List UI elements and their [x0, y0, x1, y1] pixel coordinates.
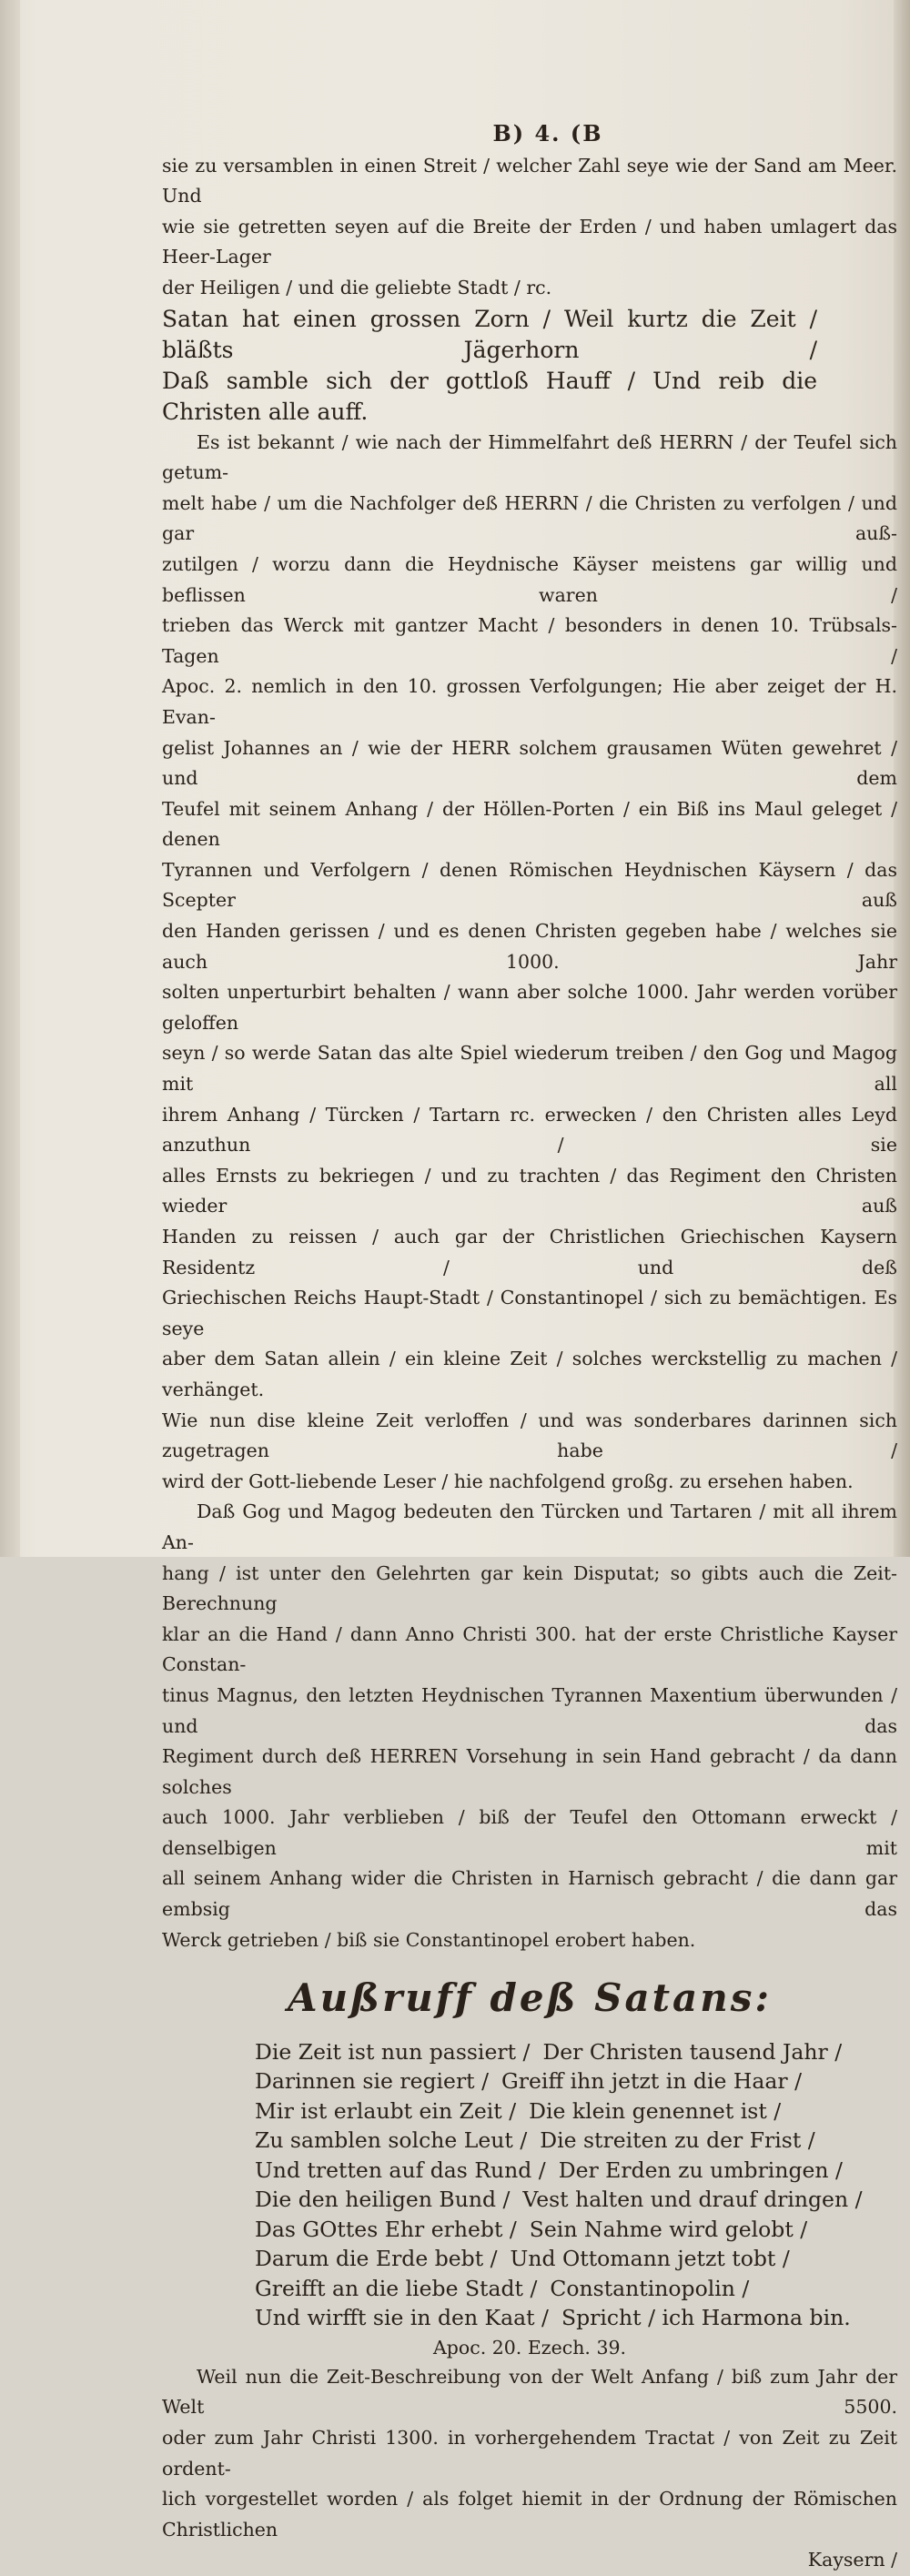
poem-line — [255, 2096, 782, 2126]
poem-half: Die Zeit ist nun passiert / — [255, 2038, 531, 2065]
catchword: Kaysern / — [807, 2549, 897, 2571]
text-line: all seinem Anhang wider die Christen in Harnisch gebracht / die dann gar embsig das — [162, 1867, 897, 1921]
poem-half: Die klein genennet ist / — [529, 2097, 782, 2124]
poem-line — [255, 2215, 808, 2245]
text-line: hang / ist unter den Gelehrten gar kein Disputat; so gibts auch die Zeit-Berechnung — [162, 1561, 897, 1615]
poem-line — [255, 2156, 843, 2186]
paragraph-3 — [162, 1497, 897, 1955]
poem-half: Und Ottomann jetzt tobt / — [510, 2246, 790, 2272]
poem-half: Greifft an die liebe Stadt / — [255, 2275, 538, 2301]
text-line: Tyrannen und Verfolgern / denen Römischen Heydnischen Käysern / das Scepter auß — [162, 858, 897, 912]
text-line: seyn / so werde Satan das alte Spiel wiederum treiben / den Gog und Magog mit all — [162, 1042, 897, 1096]
text-line: Teufel mit seinem Anhang / der Höllen-Porten / ein Biß ins Maul geleget / denen — [162, 797, 897, 851]
text-line: Es ist bekannt / wie nach der Himmelfahrt deß HERRN / der Teufel sich getum- — [162, 430, 897, 484]
text-line: melt habe / um die Nachfolger deß HERRN / die Christen zu verfolgen / und gar auß- — [162, 491, 897, 545]
poem — [255, 2037, 863, 2333]
text-line: Griechischen Reichs Haupt-Stadt / Constantinopel / sich zu bemächtigen. Es seye — [162, 1287, 897, 1339]
text-line: der Heiligen / und die geliebte Stadt / rc. — [162, 276, 552, 298]
poem-line — [255, 2244, 790, 2274]
text-line: tinus Magnus, den letzten Heydnischen Tyrannen Maxentium überwunden / und das — [162, 1683, 897, 1737]
text-line: lich vorgestellet worden / als folget hiemit in der Ordnung der Römischen Christlichen — [162, 2488, 897, 2541]
poem-line — [255, 2037, 843, 2067]
text-line: klar an die Hand / dann Anno Christi 300. hat der erste Christliche Kayser Constan- — [162, 1622, 897, 1676]
text-line: Daß Gog und Magog bedeuten den Türcken und Tartaren / mit all ihrem An- — [162, 1500, 897, 1553]
text-line: Handen zu reissen / auch gar der Christlichen Griechischen Kaysern Residentz / und deß — [162, 1226, 897, 1278]
text-line: Apoc. 2. nemlich in den 10. grossen Verfolgungen; Hie aber zeiget der H. Evan- — [162, 675, 897, 728]
poem-half: Constantinopolin / — [550, 2275, 750, 2301]
poem-line — [255, 2303, 851, 2333]
paragraph-1 — [162, 151, 897, 304]
poem-half: Die den heiligen Bund / — [255, 2187, 511, 2213]
verse-line: Satan hat einen grossen Zorn / Weil kurtz die Zeit / bläßts Jägerhorn / — [162, 305, 817, 363]
text-line: sie zu versamblen in einen Streit / welcher Zahl seye wie der Sand am Meer. Und — [162, 154, 897, 207]
poem-half: Und wirfft sie in den Kaat / — [255, 2305, 549, 2331]
paragraph-4 — [162, 2362, 897, 2576]
text-line: trieben das Werck mit gantzer Macht / besonders in denen 10. Trübsals-Tagen / — [162, 614, 897, 667]
text-line: Werck getrieben / biß sie Constantinopel erobert haben. — [162, 1928, 696, 1951]
text-line: gelist Johannes an / wie der HERR solchem grausamen Wüten gewehret / und dem — [162, 736, 897, 790]
poem-line — [255, 2066, 802, 2096]
text-line: zutilgen / worzu dann die Heydnische Käyser meistens gar willig und beflissen waren / — [162, 552, 897, 606]
poem-line — [255, 2126, 815, 2156]
verse-line: Daß samble sich der gottloß Hauff / Und reib die Christen alle auff. — [162, 367, 817, 425]
text-line: wie sie getretten seyen auf die Breite der Erden / und haben umlagert das Heer-Lager — [162, 215, 897, 268]
scripture-reference: Apoc. 20. Ezech. 39. — [432, 2336, 627, 2359]
text-line: ihrem Anhang / Türcken / Tartarn rc. erwecken / den Christen alles Leyd anzuthun / sie — [162, 1103, 897, 1157]
poem-half: Der Christen tausend Jahr / — [542, 2038, 843, 2065]
text-line: aber dem Satan allein / ein kleine Zeit / solches werckstellig zu machen / verhänget. — [162, 1348, 897, 1400]
poem-line — [255, 2185, 863, 2215]
text-line: wird der Gott-liebende Leser / hie nachfolgend großg. zu ersehen haben. — [162, 1470, 854, 1492]
text-line: solten unperturbirt behalten / wann aber solche 1000. Jahr werden vorüber geloffen — [162, 981, 897, 1034]
poem-half: Das GOttes Ehr erhebt / — [255, 2216, 517, 2242]
page-gutter — [0, 0, 20, 1557]
paragraph-2 — [162, 428, 897, 1498]
text-block — [162, 118, 897, 2576]
text-line: Weil nun die Zeit-Beschreibung von der Welt Anfang / biß zum Jahr der Welt 5500. — [162, 2365, 897, 2419]
text-line: Wie nun dise kleine Zeit verloffen / und was sonderbares darinnen sich zugetragen habe / — [162, 1409, 897, 1462]
poem-half: Mir ist erlaubt ein Zeit / — [255, 2097, 517, 2124]
poem-line — [255, 2274, 764, 2304]
text-line: auch 1000. Jahr verblieben / biß der Teufel den Ottomann erweckt / denselbigen mit — [162, 1806, 897, 1859]
poem-half: Der Erden zu umbringen / — [558, 2157, 843, 2183]
poem-half: Darum die Erde bebt / — [255, 2246, 498, 2272]
poem-half: Darinnen sie regiert / — [255, 2068, 490, 2095]
poem-half: Zu samblen solche Leut / — [255, 2127, 528, 2154]
poem-half: Greiff ihn jetzt in die Haar / — [501, 2068, 802, 2095]
poem-half: Sein Nahme wird gelobt / — [529, 2216, 808, 2242]
text-line: den Handen gerissen / und es denen Christen gegeben habe / welches sie auch 1000. Jahr — [162, 920, 897, 973]
text-line: oder zum Jahr Christi 1300. in vorhergehendem Tractat / von Zeit zu Zeit ordent- — [162, 2427, 897, 2480]
text-line: alles Ernsts zu bekriegen / und zu trachten / das Regiment den Christen wieder auß — [162, 1164, 897, 1217]
poem-half: Die streiten zu der Frist / — [540, 2127, 815, 2154]
text-line: Regiment durch deß HERREN Vorsehung in sein Hand gebracht / da dann solches — [162, 1745, 897, 1798]
poem-half: Spricht / ich Harmona bin. — [561, 2305, 851, 2331]
verse-couplet — [162, 304, 897, 428]
page-header: B) 4. (B — [492, 120, 603, 146]
poem-half: Und tretten auf das Rund / — [255, 2157, 546, 2183]
poem-half: Vest halten und drauf dringen / — [522, 2187, 863, 2213]
section-heading: Außruff deß Satans: — [288, 1975, 772, 2021]
